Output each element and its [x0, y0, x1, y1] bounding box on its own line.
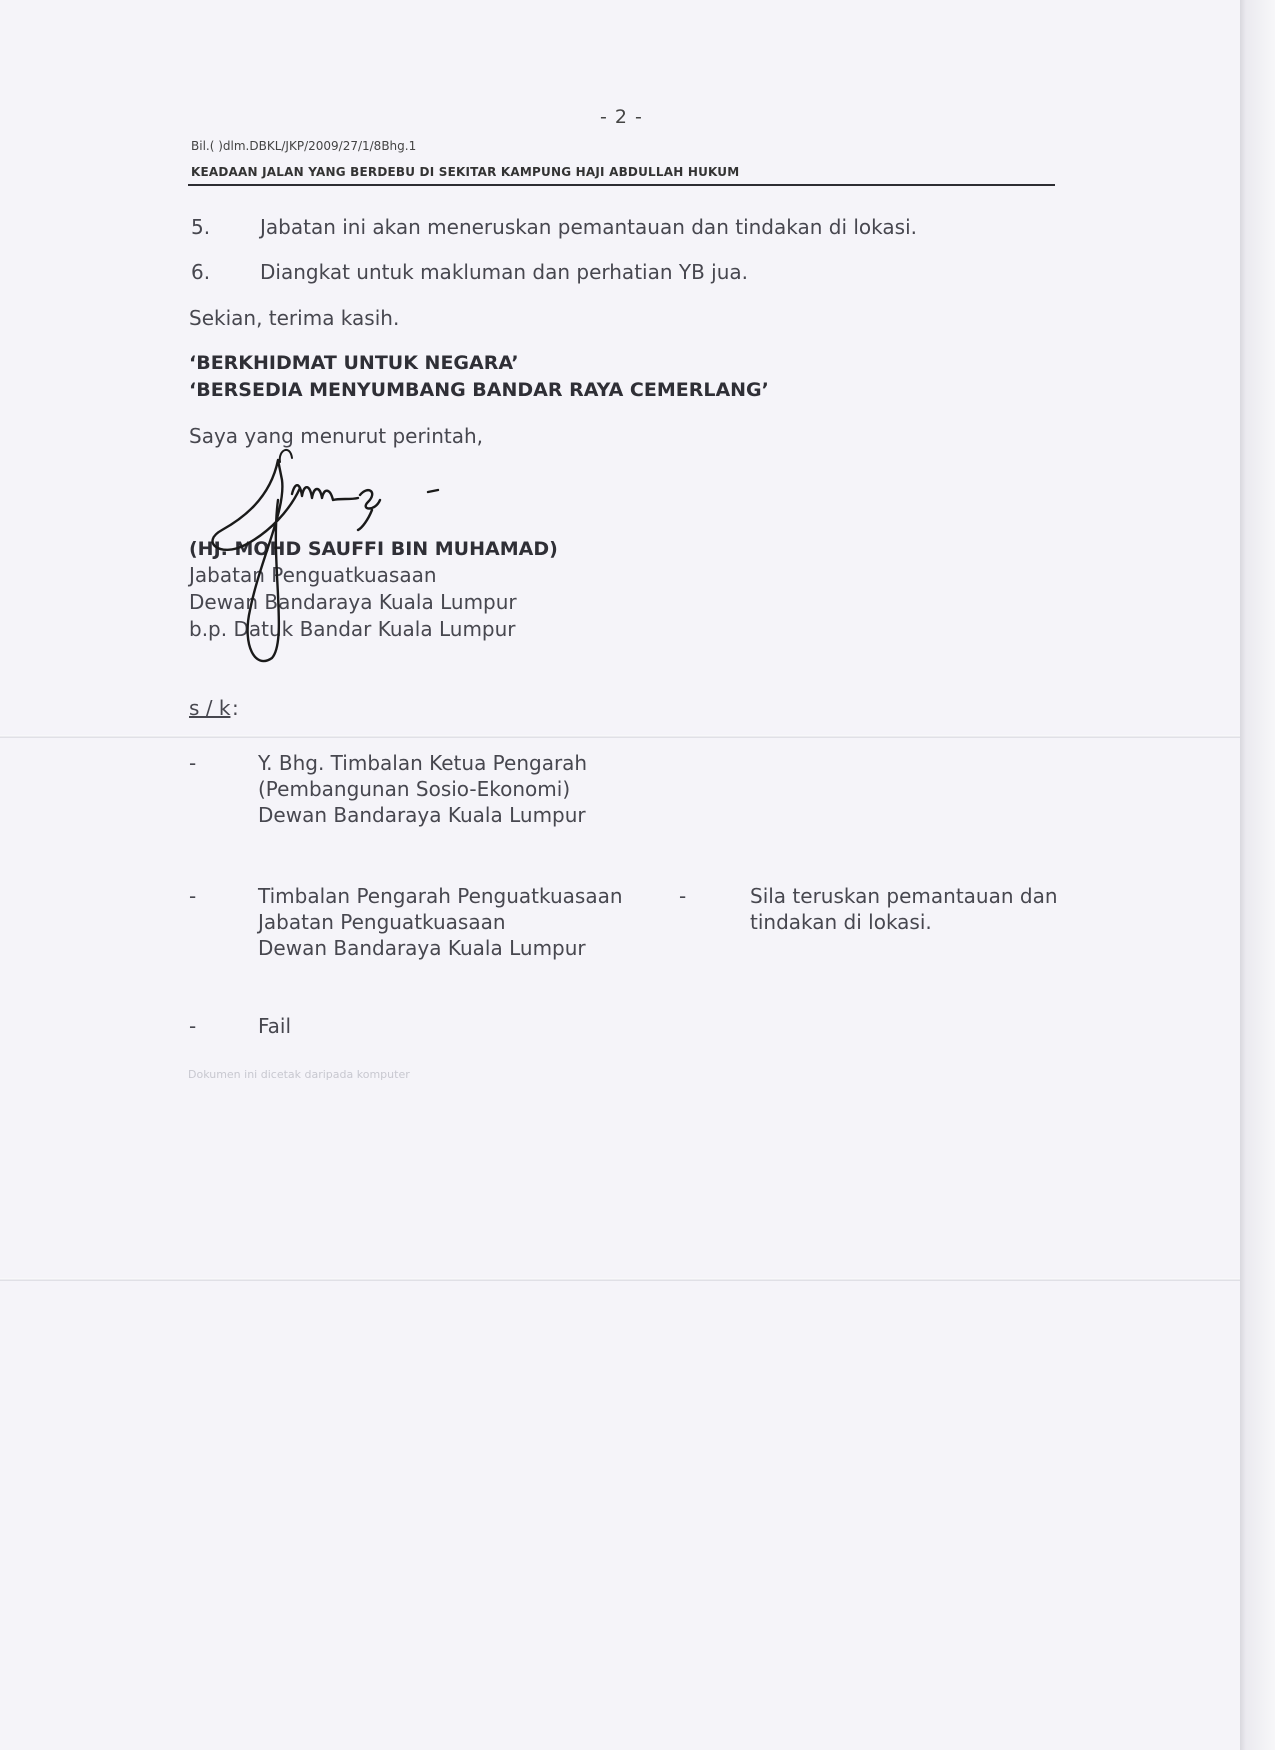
- cc-recipient-line: Y. Bhg. Timbalan Ketua Pengarah: [258, 751, 588, 775]
- page-number: - 2 -: [600, 106, 643, 128]
- signoff-text: Saya yang menurut perintah,: [189, 424, 484, 448]
- cc-colon: :: [232, 696, 239, 720]
- signatory-name: (HJ. MOHD SAUFFI BIN MUHAMAD): [189, 538, 558, 560]
- footer-stamp: Dokumen ini dicetak daripada komputer: [188, 1068, 410, 1081]
- paragraph-text: Diangkat untuk makluman dan perhatian YB jua.: [260, 260, 749, 284]
- paper-fold-line: [0, 1278, 1240, 1281]
- cc-dash: -: [189, 884, 197, 908]
- cc-recipient-line: Fail: [258, 1014, 292, 1038]
- cc-recipient-line: Dewan Bandaraya Kuala Lumpur: [258, 803, 586, 827]
- paragraph-text: Jabatan ini akan meneruskan pemantauan dan tindakan di lokasi.: [260, 215, 917, 239]
- paragraph-number: 5.: [191, 215, 211, 239]
- cc-dash: -: [189, 751, 197, 775]
- signatory-line: b.p. Datuk Bandar Kuala Lumpur: [189, 617, 516, 641]
- reference-number: Bil.( )dlm.DBKL/JKP/2009/27/1/8Bhg.1: [191, 139, 417, 153]
- cc-note-dash: -: [679, 884, 687, 908]
- cc-recipient-line: Timbalan Pengarah Penguatkuasaan: [258, 884, 623, 908]
- cc-note-line: tindakan di lokasi.: [750, 910, 932, 934]
- closing-text: Sekian, terima kasih.: [189, 306, 400, 330]
- motto-line: ‘BERSEDIA MENYUMBANG BANDAR RAYA CEMERLANG’: [189, 379, 769, 401]
- paper-fold-line: [0, 735, 1240, 738]
- letter-subject: KEADAAN JALAN YANG BERDEBU DI SEKITAR KAMPUNG HAJI ABDULLAH HUKUM: [191, 165, 740, 179]
- paragraph-number: 6.: [191, 260, 211, 284]
- header-rule: [188, 184, 1055, 186]
- cc-label: s / k: [189, 696, 231, 720]
- handwritten-signature: [200, 440, 450, 680]
- motto-line: ‘BERKHIDMAT UNTUK NEGARA’: [189, 352, 519, 374]
- cc-recipient-line: (Pembangunan Sosio-Ekonomi): [258, 777, 571, 801]
- cc-recipient-line: Dewan Bandaraya Kuala Lumpur: [258, 936, 586, 960]
- page-edge-shadow: [1240, 0, 1275, 1750]
- signatory-line: Jabatan Penguatkuasaan: [189, 563, 437, 587]
- cc-recipient-line: Jabatan Penguatkuasaan: [258, 910, 506, 934]
- signatory-line: Dewan Bandaraya Kuala Lumpur: [189, 590, 517, 614]
- cc-note-line: Sila teruskan pemantauan dan: [750, 884, 1058, 908]
- cc-dash: -: [189, 1014, 197, 1038]
